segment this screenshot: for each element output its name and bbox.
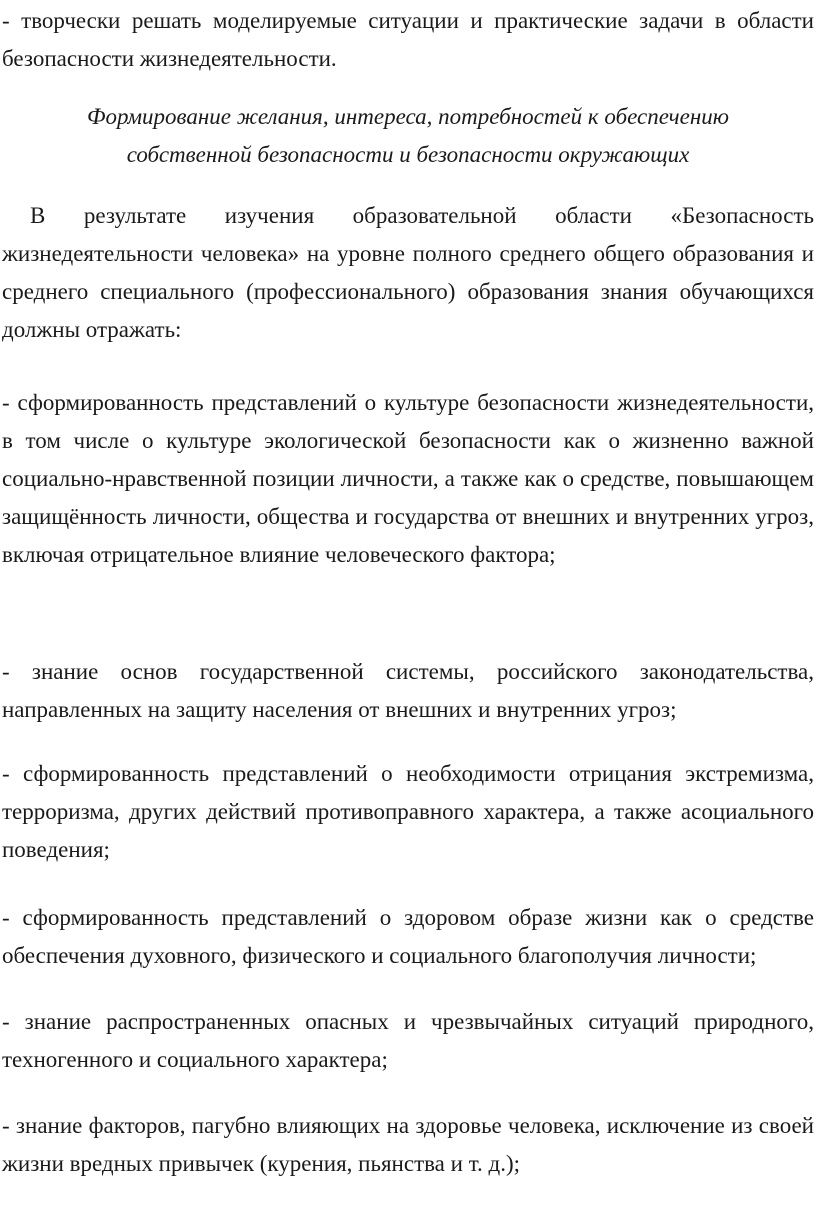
list-item: - сформированность представлений о здоровом образе жизни как о средстве обеспечения духовного, физического и социального благополучия личности; [2,905,814,968]
list-item: - знание распространенных опасных и чрезвычайных ситуаций природного, техногенного и социального характера; [2,1009,814,1072]
list-item: - знание основ государственной системы, российского законодательства, направленных на защиту населения от внешних и внутренних угроз; [2,659,814,722]
section-heading-line-1: Формирование желания, интереса, потребностей к обеспечению [87,104,729,129]
intro-list-item: - творчески решать моделируемые ситуации и практические задачи в области безопасности жизнедеятельности. [2,8,814,71]
lead-paragraph: В результате изучения образовательной области «Безопасность жизнедеятельности человека» на уровне полного среднего общего образования и среднего специального (профессионального) образования знания обучающихся должны отражать: [2,203,814,342]
list-item: - сформированность представлений о необходимости отрицания экстремизма, терроризма, других действий противоправного характера, а также асоциального поведения; [2,761,814,862]
list-item: - знание факторов, пагубно влияющих на здоровье человека, исключение из своей жизни вредных привычек (курения, пьянства и т. д.); [2,1113,814,1176]
list-item: - сформированность представлений о культуре безопасности жизнедеятельности, в том числе о культуре экологической безопасности как о жизненно важной социально-нравственной позиции личности, а также как о средстве, повышающем защищённость личности, общества и государства от внешних и внутренних угроз, включая отрицательное влияние человеческого фактора; [2,390,814,567]
section-heading-line-2: собственной безопасности и безопасности окружающих [126,142,690,167]
